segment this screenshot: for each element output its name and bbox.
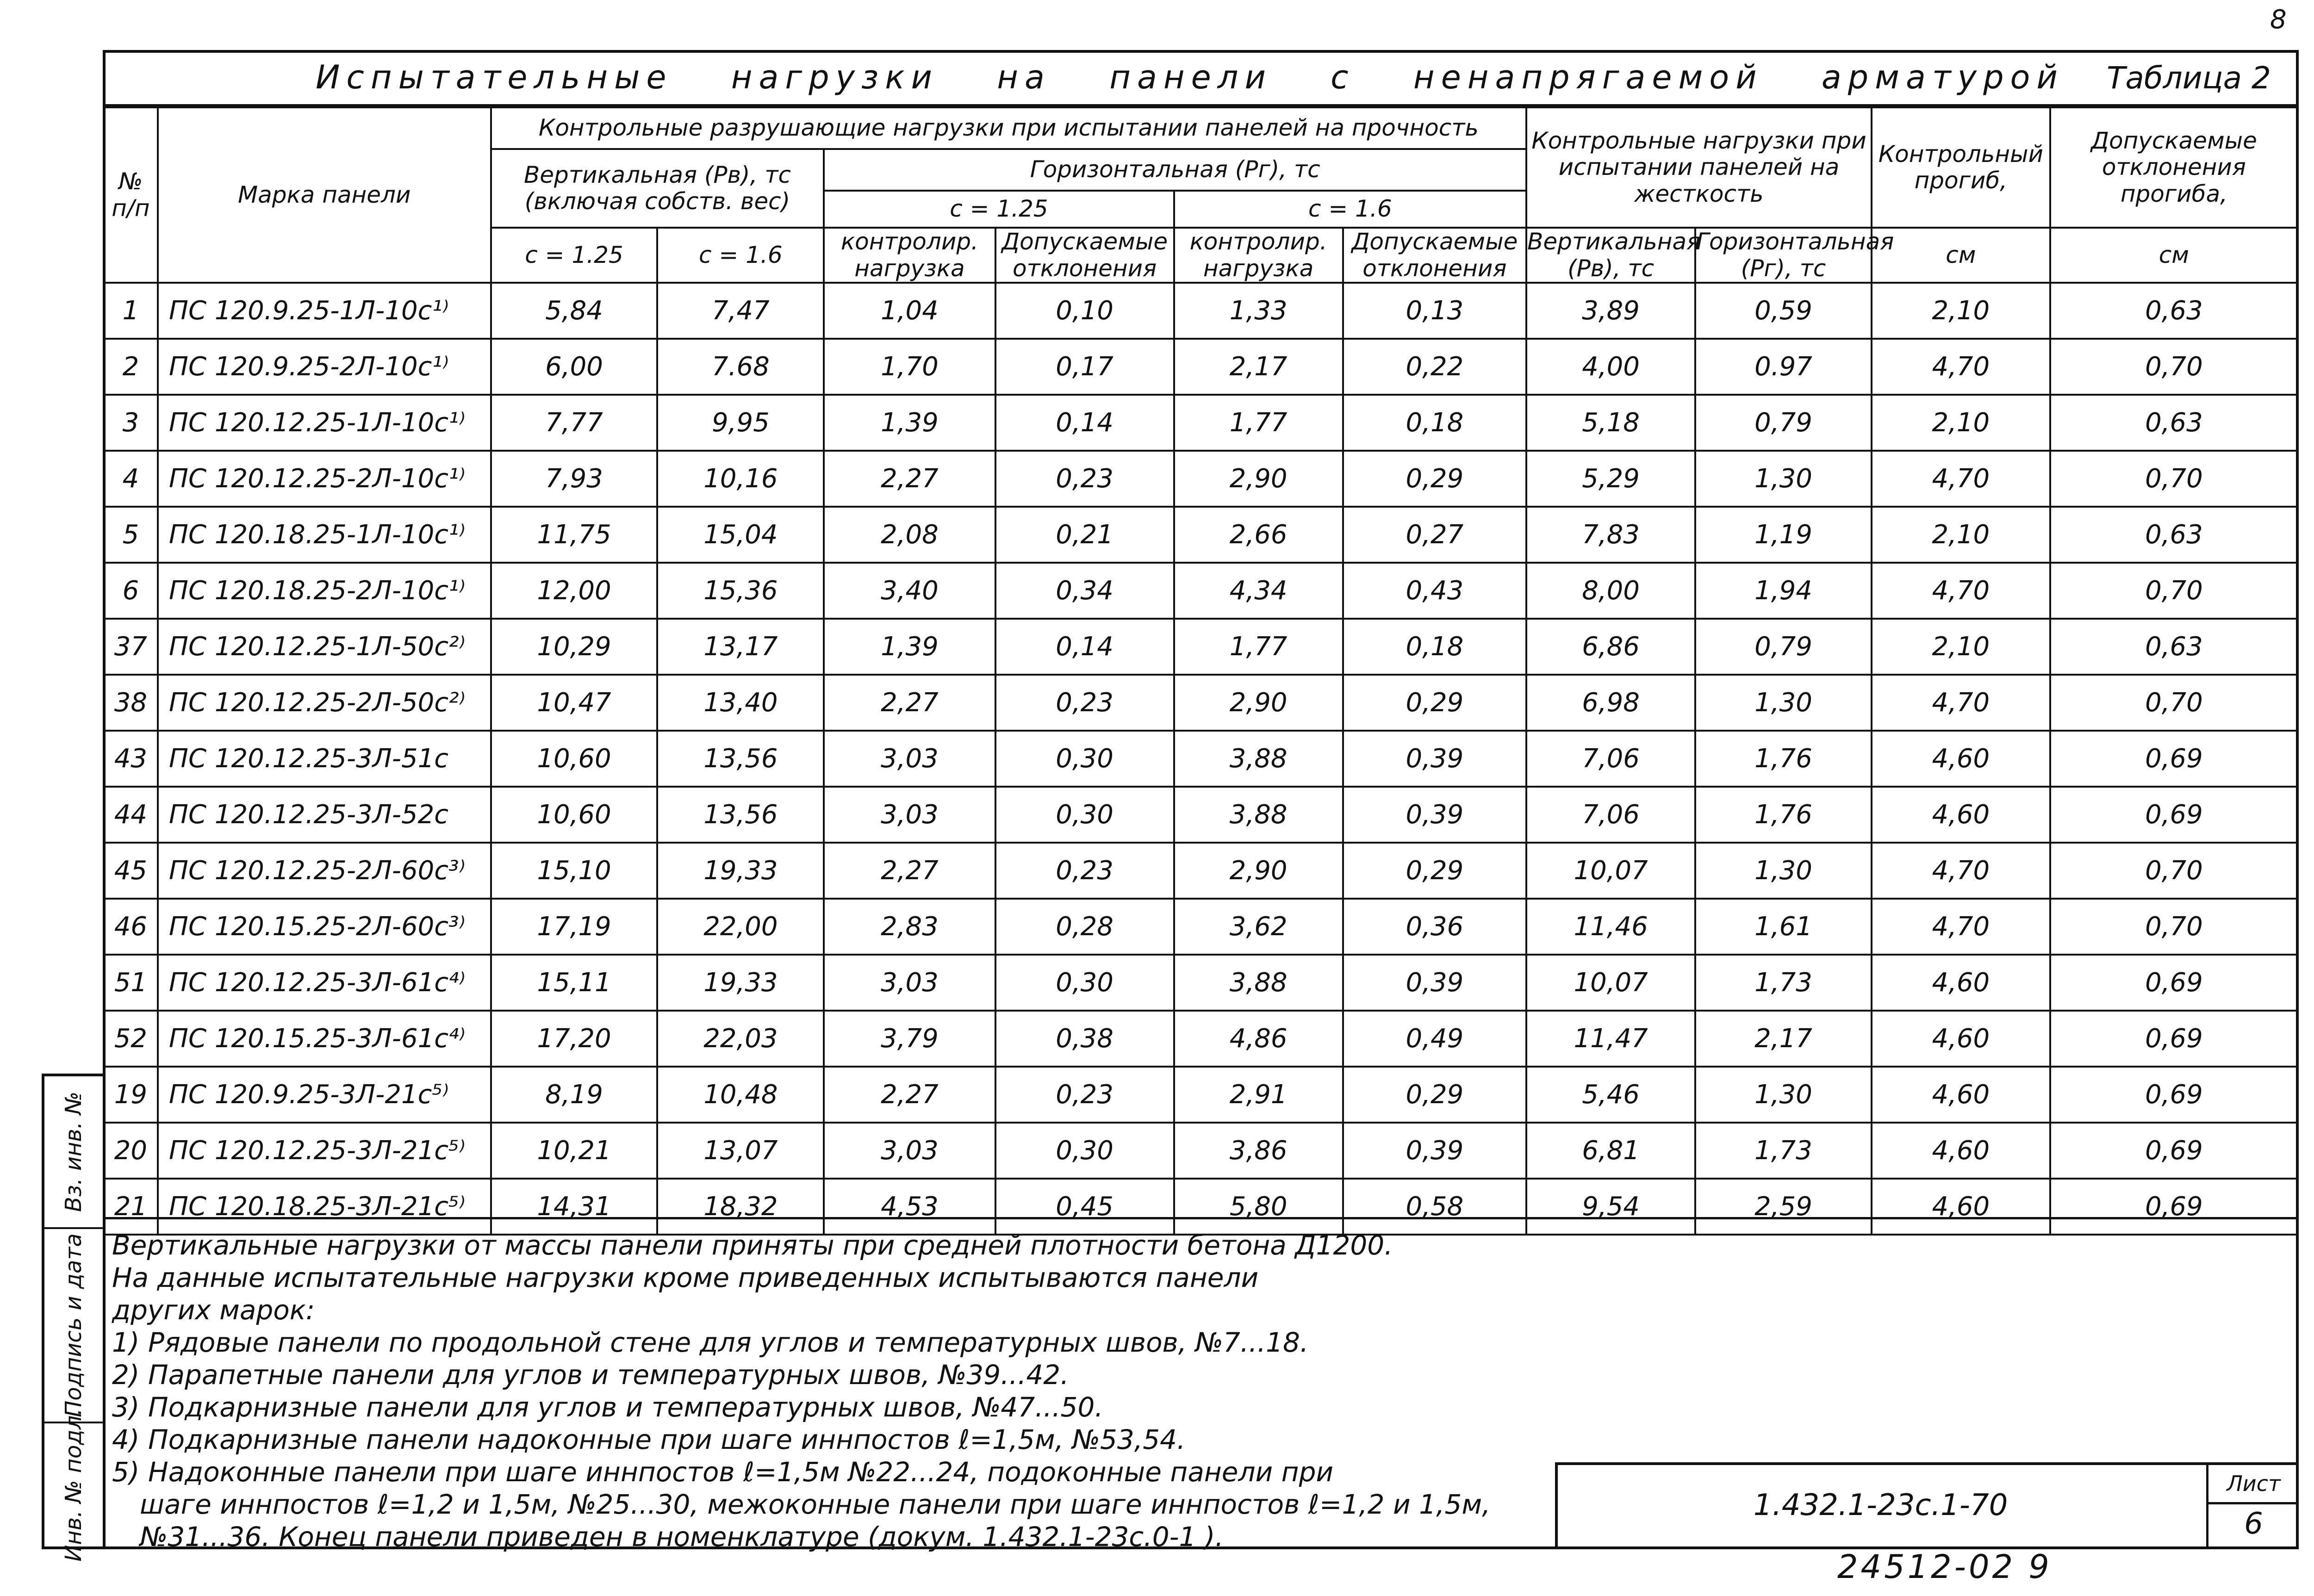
- vertical-c125: 5,84: [491, 283, 658, 339]
- table-title: Испытательные нагрузки на панели с ненапрягаемой арматурой: [316, 58, 2064, 96]
- side-label-inv: Инв. № подл.: [61, 1408, 87, 1562]
- horiz-dev-c125: 0,23: [995, 675, 1174, 731]
- stiff-horizontal: 2,17: [1695, 1011, 1872, 1067]
- panel-mark: ПС 120.15.25-2Л-60с³⁾: [158, 899, 491, 955]
- stiff-vertical: 6,86: [1526, 619, 1695, 675]
- horiz-dev-c125: 0,17: [995, 339, 1174, 395]
- header-horizontal: Горизонтальная (Pг), тс: [824, 149, 1526, 191]
- note-line: 2) Парапетные панели для углов и температурных швов, №39...42.: [112, 1359, 1069, 1391]
- control-deflection: 4,70: [1872, 563, 2050, 619]
- header-control-load-125: контролир. нагрузка: [824, 228, 995, 283]
- allowed-deflection: 0,63: [2050, 507, 2298, 563]
- page-number: 8: [2270, 5, 2287, 35]
- vertical-c16: 22,03: [657, 1011, 824, 1067]
- row-number: 3: [104, 395, 158, 451]
- side-cell-replace: [44, 1076, 103, 1229]
- header-vertical: Вертикальная (Pв), тс (включая собств. вес): [491, 149, 824, 228]
- horiz-load-c125: 1,04: [824, 283, 995, 339]
- horiz-dev-c16: 0,22: [1343, 339, 1526, 395]
- horiz-dev-c16: 0,27: [1343, 507, 1526, 563]
- stiff-horizontal: 1,30: [1695, 1067, 1872, 1123]
- allowed-deflection: 0,69: [2050, 1067, 2298, 1123]
- panel-mark: ПС 120.12.25-3Л-51с: [158, 731, 491, 787]
- note-line: шаге иннпостов ℓ=1,2 и 1,5м, №25...30, межоконные панели при шаге иннпостов ℓ=1,2 и 1,5м,: [140, 1489, 1491, 1520]
- row-number: 1: [104, 283, 158, 339]
- horiz-load-c16: 3,88: [1174, 787, 1343, 843]
- stiff-horizontal: 1,30: [1695, 843, 1872, 899]
- vertical-c125: 17,20: [491, 1011, 658, 1067]
- note-line: Вертикальные нагрузки от массы панели приняты при средней плотности бетона Д1200.: [112, 1230, 1393, 1261]
- horiz-load-c125: 1,39: [824, 395, 995, 451]
- vertical-c125: 7,93: [491, 451, 658, 507]
- horiz-load-c125: 1,70: [824, 339, 995, 395]
- horiz-load-c125: 4,53: [824, 1179, 995, 1235]
- vertical-c125: 11,75: [491, 507, 658, 563]
- vertical-c16: 22,00: [657, 899, 824, 955]
- horiz-dev-c16: 0,43: [1343, 563, 1526, 619]
- allowed-deflection: 0,69: [2050, 1123, 2298, 1179]
- stiff-vertical: 9,54: [1526, 1179, 1695, 1235]
- table-row: [104, 395, 2298, 451]
- horiz-dev-c16: 0,39: [1343, 955, 1526, 1011]
- horiz-load-c125: 2,27: [824, 675, 995, 731]
- horiz-load-c16: 3,86: [1174, 1123, 1343, 1179]
- horiz-dev-c125: 0,30: [995, 731, 1174, 787]
- stiff-horizontal: 0,59: [1695, 283, 1872, 339]
- note-line: 5) Надоконные панели при шаге иннпостов ℓ=1,5м №22...24, подоконные панели при: [112, 1456, 1334, 1488]
- stiff-horizontal: 0,79: [1695, 619, 1872, 675]
- horiz-dev-c125: 0,45: [995, 1179, 1174, 1235]
- stiff-horizontal: 1,19: [1695, 507, 1872, 563]
- horiz-dev-c16: 0,39: [1343, 731, 1526, 787]
- control-deflection: 4,60: [1872, 1123, 2050, 1179]
- control-deflection: 4,70: [1872, 339, 2050, 395]
- horiz-dev-c16: 0,29: [1343, 843, 1526, 899]
- horiz-dev-c125: 0,28: [995, 899, 1174, 955]
- header-v-c16: c = 1.6: [657, 228, 824, 283]
- stiff-vertical: 11,47: [1526, 1011, 1695, 1067]
- panel-mark: ПС 120.18.25-3Л-21с⁵⁾: [158, 1179, 491, 1235]
- allowed-deflection: 0,63: [2050, 283, 2298, 339]
- row-number: 43: [104, 731, 158, 787]
- allowed-deflection: 0,70: [2050, 563, 2298, 619]
- stiff-horizontal: 1,61: [1695, 899, 1872, 955]
- stiff-vertical: 7,06: [1526, 787, 1695, 843]
- allowed-deflection: 0,63: [2050, 395, 2298, 451]
- sheet-number: 6: [2244, 1507, 2263, 1541]
- row-number: 52: [104, 1011, 158, 1067]
- allowed-deflection: 0,69: [2050, 955, 2298, 1011]
- vertical-c125: 10,21: [491, 1123, 658, 1179]
- table-row: [104, 563, 2298, 619]
- title-block-stamp: [1555, 1462, 2299, 1549]
- horiz-load-c16: 2,91: [1174, 1067, 1343, 1123]
- side-label-replace: Вз. инв. №: [61, 1091, 87, 1212]
- horiz-load-c125: 2,83: [824, 899, 995, 955]
- note-line: №31...36. Конец панели приведен в номенклатуре (докум. 1.432.1-23с.0-1 ).: [140, 1521, 1224, 1553]
- horiz-load-c16: 1,77: [1174, 619, 1343, 675]
- horiz-load-c16: 4,86: [1174, 1011, 1343, 1067]
- control-deflection: 4,70: [1872, 675, 2050, 731]
- control-deflection: 4,60: [1872, 955, 2050, 1011]
- allowed-deflection: 0,70: [2050, 843, 2298, 899]
- allowed-deflection: 0,70: [2050, 451, 2298, 507]
- note-line: 1) Рядовые панели по продольной стене для углов и температурных швов, №7...18.: [112, 1327, 1309, 1358]
- horiz-dev-c125: 0,21: [995, 507, 1174, 563]
- document-code: 1.432.1-23с.1-70: [1753, 1488, 2008, 1522]
- side-cell-sign: [44, 1229, 103, 1423]
- table-row: [104, 339, 2298, 395]
- horiz-dev-c16: 0,29: [1343, 451, 1526, 507]
- stiff-vertical: 4,00: [1526, 339, 1695, 395]
- horiz-load-c16: 2,90: [1174, 675, 1343, 731]
- load-table: [103, 106, 2299, 1236]
- header-stiff-horiz: Горизонтальная (Pг), тс: [1695, 228, 1872, 283]
- vertical-c125: 10,47: [491, 675, 658, 731]
- stiff-vertical: 5,18: [1526, 395, 1695, 451]
- horiz-load-c125: 2,08: [824, 507, 995, 563]
- horiz-load-c16: 3,88: [1174, 731, 1343, 787]
- vertical-c125: 10,60: [491, 731, 658, 787]
- horiz-dev-c16: 0,36: [1343, 899, 1526, 955]
- stiff-vertical: 7,06: [1526, 731, 1695, 787]
- row-number: 4: [104, 451, 158, 507]
- control-deflection: 2,10: [1872, 283, 2050, 339]
- horiz-load-c125: 3,40: [824, 563, 995, 619]
- stiff-vertical: 6,81: [1526, 1123, 1695, 1179]
- note-line: 4) Подкарнизные панели надоконные при шаге иннпостов ℓ=1,5м, №53,54.: [112, 1424, 1186, 1455]
- horiz-dev-c125: 0,30: [995, 955, 1174, 1011]
- horiz-dev-c125: 0,23: [995, 1067, 1174, 1123]
- vertical-c125: 14,31: [491, 1179, 658, 1235]
- row-number: 6: [104, 563, 158, 619]
- stiff-vertical: 11,46: [1526, 899, 1695, 955]
- control-deflection: 2,10: [1872, 507, 2050, 563]
- table-row: [104, 451, 2298, 507]
- header-v-c125: c = 1.25: [491, 228, 658, 283]
- panel-mark: ПС 120.9.25-1Л-10с¹⁾: [158, 283, 491, 339]
- panel-mark: ПС 120.12.25-2Л-50с²⁾: [158, 675, 491, 731]
- control-deflection: 4,60: [1872, 1011, 2050, 1067]
- vertical-c125: 10,29: [491, 619, 658, 675]
- horiz-dev-c16: 0,29: [1343, 675, 1526, 731]
- side-cell-inv: [44, 1408, 103, 1562]
- horiz-dev-c125: 0,14: [995, 395, 1174, 451]
- header-c16: c = 1.6: [1174, 191, 1526, 228]
- horiz-load-c16: 5,80: [1174, 1179, 1343, 1235]
- allowed-deflection: 0,70: [2050, 675, 2298, 731]
- vertical-c16: 10,16: [657, 451, 824, 507]
- stiff-vertical: 10,07: [1526, 843, 1695, 899]
- vertical-c16: 15,36: [657, 563, 824, 619]
- header-allowed-dev-125: Допускаемые отклонения: [995, 228, 1174, 283]
- panel-mark: ПС 120.12.25-1Л-50с²⁾: [158, 619, 491, 675]
- horiz-load-c125: 2,27: [824, 843, 995, 899]
- control-deflection: 4,70: [1872, 843, 2050, 899]
- horiz-load-c16: 2,90: [1174, 451, 1343, 507]
- note-line: 3) Подкарнизные панели для углов и температурных швов, №47...50.: [112, 1391, 1103, 1423]
- row-number: 45: [104, 843, 158, 899]
- stiff-horizontal: 1,30: [1695, 675, 1872, 731]
- note-line: На данные испытательные нагрузки кроме приведенных испытываются панели: [112, 1262, 1259, 1293]
- header-control-load-16: контролир. нагрузка: [1174, 228, 1343, 283]
- horiz-load-c125: 3,03: [824, 731, 995, 787]
- horiz-load-c125: 3,79: [824, 1011, 995, 1067]
- vertical-c16: 7,47: [657, 283, 824, 339]
- header-stiff-vert: Вертикальная (Pв), тс: [1526, 228, 1695, 283]
- horiz-dev-c16: 0,29: [1343, 1067, 1526, 1123]
- header-allowed-dev-16: Допускаемые отклонения: [1343, 228, 1526, 283]
- panel-mark: ПС 120.18.25-1Л-10с¹⁾: [158, 507, 491, 563]
- row-number: 44: [104, 787, 158, 843]
- horiz-dev-c125: 0,30: [995, 787, 1174, 843]
- horiz-dev-c16: 0,58: [1343, 1179, 1526, 1235]
- horiz-load-c125: 1,39: [824, 619, 995, 675]
- horiz-dev-c16: 0,39: [1343, 1123, 1526, 1179]
- table-row: [104, 1067, 2298, 1123]
- header-allowed-deflection-unit: см: [2050, 228, 2298, 283]
- stiff-vertical: 8,00: [1526, 563, 1695, 619]
- horiz-load-c16: 2,17: [1174, 339, 1343, 395]
- header-deflection: Контрольный прогиб,: [1872, 107, 2050, 228]
- horiz-dev-c125: 0,10: [995, 283, 1174, 339]
- row-number: 46: [104, 899, 158, 955]
- title-row: [103, 50, 2299, 106]
- row-number: 2: [104, 339, 158, 395]
- control-deflection: 4,70: [1872, 451, 2050, 507]
- panel-mark: ПС 120.12.25-2Л-60с³⁾: [158, 843, 491, 899]
- horiz-load-c16: 3,62: [1174, 899, 1343, 955]
- vertical-c16: 13,56: [657, 787, 824, 843]
- header-deflection-unit: см: [1872, 228, 2050, 283]
- vertical-c125: 8,19: [491, 1067, 658, 1123]
- sheet-label: Лист: [2208, 1465, 2299, 1504]
- allowed-deflection: 0,69: [2050, 787, 2298, 843]
- stiff-horizontal: 1,76: [1695, 787, 1872, 843]
- horiz-dev-c16: 0,13: [1343, 283, 1526, 339]
- stiff-horizontal: 1,76: [1695, 731, 1872, 787]
- control-deflection: 4,60: [1872, 1067, 2050, 1123]
- vertical-c16: 15,04: [657, 507, 824, 563]
- horiz-dev-c125: 0,23: [995, 843, 1174, 899]
- panel-mark: ПС 120.12.25-3Л-52с: [158, 787, 491, 843]
- control-deflection: 2,10: [1872, 395, 2050, 451]
- control-deflection: 4,60: [1872, 1179, 2050, 1235]
- allowed-deflection: 0,69: [2050, 1011, 2298, 1067]
- horiz-load-c16: 2,66: [1174, 507, 1343, 563]
- panel-mark: ПС 120.15.25-3Л-61с⁴⁾: [158, 1011, 491, 1067]
- horiz-dev-c125: 0,38: [995, 1011, 1174, 1067]
- stiff-vertical: 5,29: [1526, 451, 1695, 507]
- horiz-load-c16: 1,77: [1174, 395, 1343, 451]
- sheet-box: [2206, 1465, 2299, 1549]
- table-row: [104, 1011, 2298, 1067]
- panel-mark: ПС 120.9.25-3Л-21с⁵⁾: [158, 1067, 491, 1123]
- stiff-horizontal: 1,94: [1695, 563, 1872, 619]
- stiff-vertical: 10,07: [1526, 955, 1695, 1011]
- vertical-c125: 7,77: [491, 395, 658, 451]
- vertical-c16: 13,07: [657, 1123, 824, 1179]
- header-allowed-deflection: Допускаемые отклонения прогиба,: [2050, 107, 2298, 228]
- stiff-horizontal: 1,73: [1695, 955, 1872, 1011]
- horiz-load-c125: 3,03: [824, 1123, 995, 1179]
- stiff-vertical: 5,46: [1526, 1067, 1695, 1123]
- allowed-deflection: 0,69: [2050, 731, 2298, 787]
- table-row: [104, 1123, 2298, 1179]
- horiz-dev-c16: 0,18: [1343, 395, 1526, 451]
- table-label: Таблица 2: [2107, 60, 2271, 96]
- horiz-load-c125: 2,27: [824, 1067, 995, 1123]
- table-row: [104, 787, 2298, 843]
- allowed-deflection: 0,69: [2050, 1179, 2298, 1235]
- vertical-c16: 9,95: [657, 395, 824, 451]
- stiff-horizontal: 1,73: [1695, 1123, 1872, 1179]
- row-number: 21: [104, 1179, 158, 1235]
- archive-code: 24512-02 9: [1837, 1548, 2052, 1586]
- header-stiffness: Контрольные нагрузки при испытании панелей на жесткость: [1526, 107, 1872, 228]
- horiz-dev-c125: 0,34: [995, 563, 1174, 619]
- side-stamp-strip: [42, 1074, 103, 1562]
- table-row: [104, 843, 2298, 899]
- vertical-c125: 12,00: [491, 563, 658, 619]
- vertical-c16: 13,40: [657, 675, 824, 731]
- control-deflection: 4,60: [1872, 731, 2050, 787]
- stiff-horizontal: 1,30: [1695, 451, 1872, 507]
- stiff-horizontal: 0.97: [1695, 339, 1872, 395]
- allowed-deflection: 0,70: [2050, 339, 2298, 395]
- horiz-load-c16: 1,33: [1174, 283, 1343, 339]
- control-deflection: 2,10: [1872, 619, 2050, 675]
- side-label-sign: Подпись и дата: [61, 1233, 87, 1417]
- stiff-vertical: 6,98: [1526, 675, 1695, 731]
- vertical-c125: 10,60: [491, 787, 658, 843]
- header-c125: c = 1.25: [824, 191, 1174, 228]
- vertical-c16: 18,32: [657, 1179, 824, 1235]
- vertical-c16: 13,56: [657, 731, 824, 787]
- row-number: 20: [104, 1123, 158, 1179]
- horiz-dev-c125: 0,14: [995, 619, 1174, 675]
- stiff-horizontal: 2,59: [1695, 1179, 1872, 1235]
- horiz-load-c16: 3,88: [1174, 955, 1343, 1011]
- horiz-dev-c16: 0,49: [1343, 1011, 1526, 1067]
- horiz-load-c125: 2,27: [824, 451, 995, 507]
- horiz-load-c125: 3,03: [824, 955, 995, 1011]
- stiff-vertical: 7,83: [1526, 507, 1695, 563]
- allowed-deflection: 0,70: [2050, 899, 2298, 955]
- header-mark: Марка панели: [158, 107, 491, 283]
- horiz-load-c125: 3,03: [824, 787, 995, 843]
- vertical-c125: 17,19: [491, 899, 658, 955]
- horiz-load-c16: 4,34: [1174, 563, 1343, 619]
- row-number: 38: [104, 675, 158, 731]
- vertical-c16: 10,48: [657, 1067, 824, 1123]
- table-row: [104, 899, 2298, 955]
- table-row: [104, 955, 2298, 1011]
- table-row: [104, 731, 2298, 787]
- note-line: других марок:: [112, 1294, 315, 1326]
- table-row: [104, 507, 2298, 563]
- horiz-dev-c16: 0,39: [1343, 787, 1526, 843]
- row-number: 19: [104, 1067, 158, 1123]
- control-deflection: 4,60: [1872, 787, 2050, 843]
- horiz-load-c16: 2,90: [1174, 843, 1343, 899]
- panel-mark: ПС 120.9.25-2Л-10с¹⁾: [158, 339, 491, 395]
- horiz-dev-c125: 0,23: [995, 451, 1174, 507]
- vertical-c16: 19,33: [657, 843, 824, 899]
- vertical-c125: 15,11: [491, 955, 658, 1011]
- stiff-vertical: 3,89: [1526, 283, 1695, 339]
- control-deflection: 4,70: [1872, 899, 2050, 955]
- panel-mark: ПС 120.18.25-2Л-10с¹⁾: [158, 563, 491, 619]
- row-number: 51: [104, 955, 158, 1011]
- header-destructive: Контрольные разрушающие нагрузки при испытании панелей на прочность: [491, 107, 1526, 149]
- vertical-c16: 7.68: [657, 339, 824, 395]
- panel-mark: ПС 120.12.25-3Л-61с⁴⁾: [158, 955, 491, 1011]
- vertical-c125: 15,10: [491, 843, 658, 899]
- panel-mark: ПС 120.12.25-1Л-10с¹⁾: [158, 395, 491, 451]
- panel-mark: ПС 120.12.25-2Л-10с¹⁾: [158, 451, 491, 507]
- horiz-dev-c16: 0,18: [1343, 619, 1526, 675]
- table-row: [104, 619, 2298, 675]
- panel-mark: ПС 120.12.25-3Л-21с⁵⁾: [158, 1123, 491, 1179]
- allowed-deflection: 0,63: [2050, 619, 2298, 675]
- vertical-c16: 13,17: [657, 619, 824, 675]
- table-body: [104, 283, 2298, 1235]
- row-number: 37: [104, 619, 158, 675]
- table-row: [104, 283, 2298, 339]
- table-row: [104, 675, 2298, 731]
- horiz-dev-c125: 0,30: [995, 1123, 1174, 1179]
- stiff-horizontal: 0,79: [1695, 395, 1872, 451]
- vertical-c125: 6,00: [491, 339, 658, 395]
- header-num: № п/п: [104, 107, 158, 283]
- row-number: 5: [104, 507, 158, 563]
- vertical-c16: 19,33: [657, 955, 824, 1011]
